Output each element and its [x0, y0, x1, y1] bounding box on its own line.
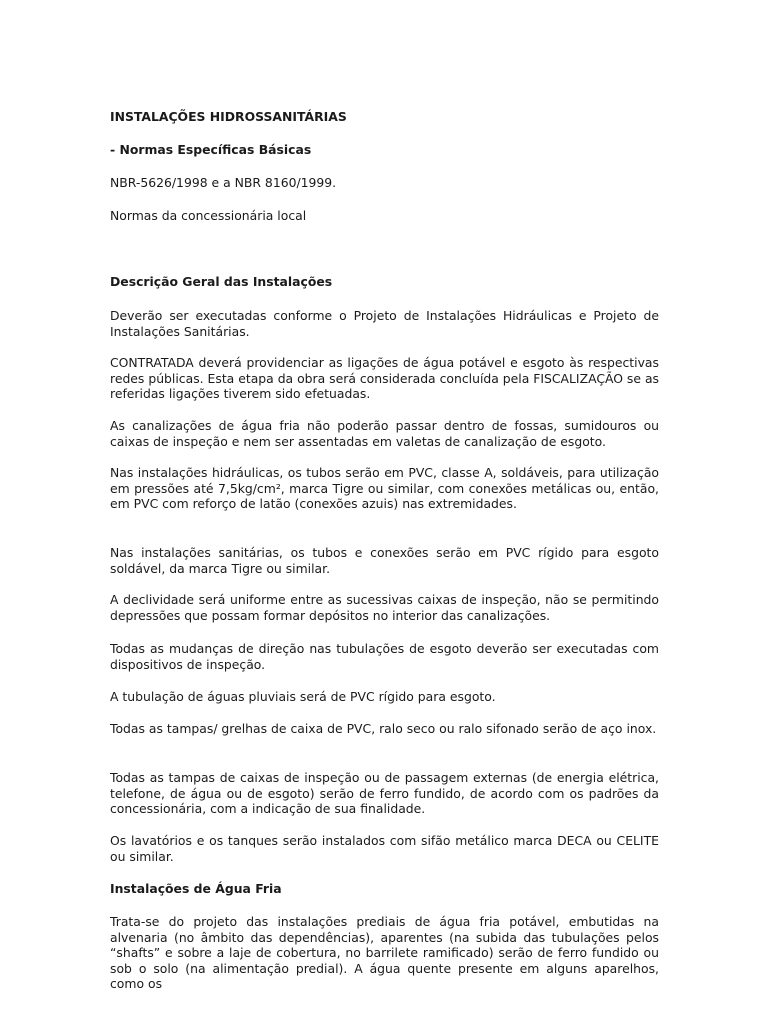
paragraph: As canalizações de água fria não poderão passar dentro de fossas, sumidouros ou caixas de inspeção e nem ser assentadas em valetas de canalização de esgoto.: [110, 418, 659, 449]
document-subtitle: - Normas Específicas Básicas: [110, 142, 312, 157]
paragraph: A tubulação de águas pluviais será de PVC rígido para esgoto.: [110, 689, 496, 704]
paragraph: Trata-se do projeto das instalações prediais de água fria potável, embutidas na alvenaria (no âmbito das dependências), aparentes (na subida das tubulações pelos “shafts” e sobre a laje de cobertura, no barrilete ramificado) serão de ferro fundido ou sob o solo (na alimentação predial). A água quente presente em alguns aparelhos, como os: [110, 914, 659, 992]
concessionaria-line: Normas da concessionária local: [110, 208, 307, 223]
paragraph: CONTRATADA deverá providenciar as ligações de água potável e esgoto às respectivas redes públicas. Esta etapa da obra será considerada concluída pela FISCALIZAÇÃO se as referidas ligações tiverem sido efetuadas.: [110, 355, 659, 402]
section-heading-agua-fria: Instalações de Água Fria: [110, 881, 282, 896]
paragraph: Todas as tampas/ grelhas de caixa de PVC, ralo seco ou ralo sifonado serão de aço inox.: [110, 721, 657, 736]
paragraph: Todas as tampas de caixas de inspeção ou de passagem externas (de energia elétrica, telefone, de água ou de esgoto) serão de ferro fundido, de acordo com os padrões da concessionária, com a indicação de sua finalidade.: [110, 770, 659, 817]
paragraph: Deverão ser executadas conforme o Projeto de Instalações Hidráulicas e Projeto de Instalações Sanitárias.: [110, 308, 659, 339]
paragraph: Os lavatórios e os tanques serão instalados com sifão metálico marca DECA ou CELITE ou similar.: [110, 833, 659, 864]
paragraph: Nas instalações hidráulicas, os tubos serão em PVC, classe A, soldáveis, para utilização em pressões até 7,5kg/cm², marca Tigre ou similar, com conexões metálicas ou, então, em PVC com reforço de latão (conexões azuis) nas extremidades.: [110, 465, 659, 512]
paragraph: Nas instalações sanitárias, os tubos e conexões serão em PVC rígido para esgoto soldável, da marca Tigre ou similar.: [110, 545, 659, 576]
section-heading-descricao: Descrição Geral das Instalações: [110, 274, 333, 289]
paragraph: Todas as mudanças de direção nas tubulações de esgoto deverão ser executadas com dispositivos de inspeção.: [110, 641, 659, 672]
norms-line: NBR-5626/1998 e a NBR 8160/1999.: [110, 175, 337, 190]
document-title: INSTALAÇÕES HIDROSSANITÁRIAS: [110, 109, 347, 124]
paragraph: A declividade será uniforme entre as sucessivas caixas de inspeção, não se permitindo depressões que possam formar depósitos no interior das canalizações.: [110, 592, 659, 623]
